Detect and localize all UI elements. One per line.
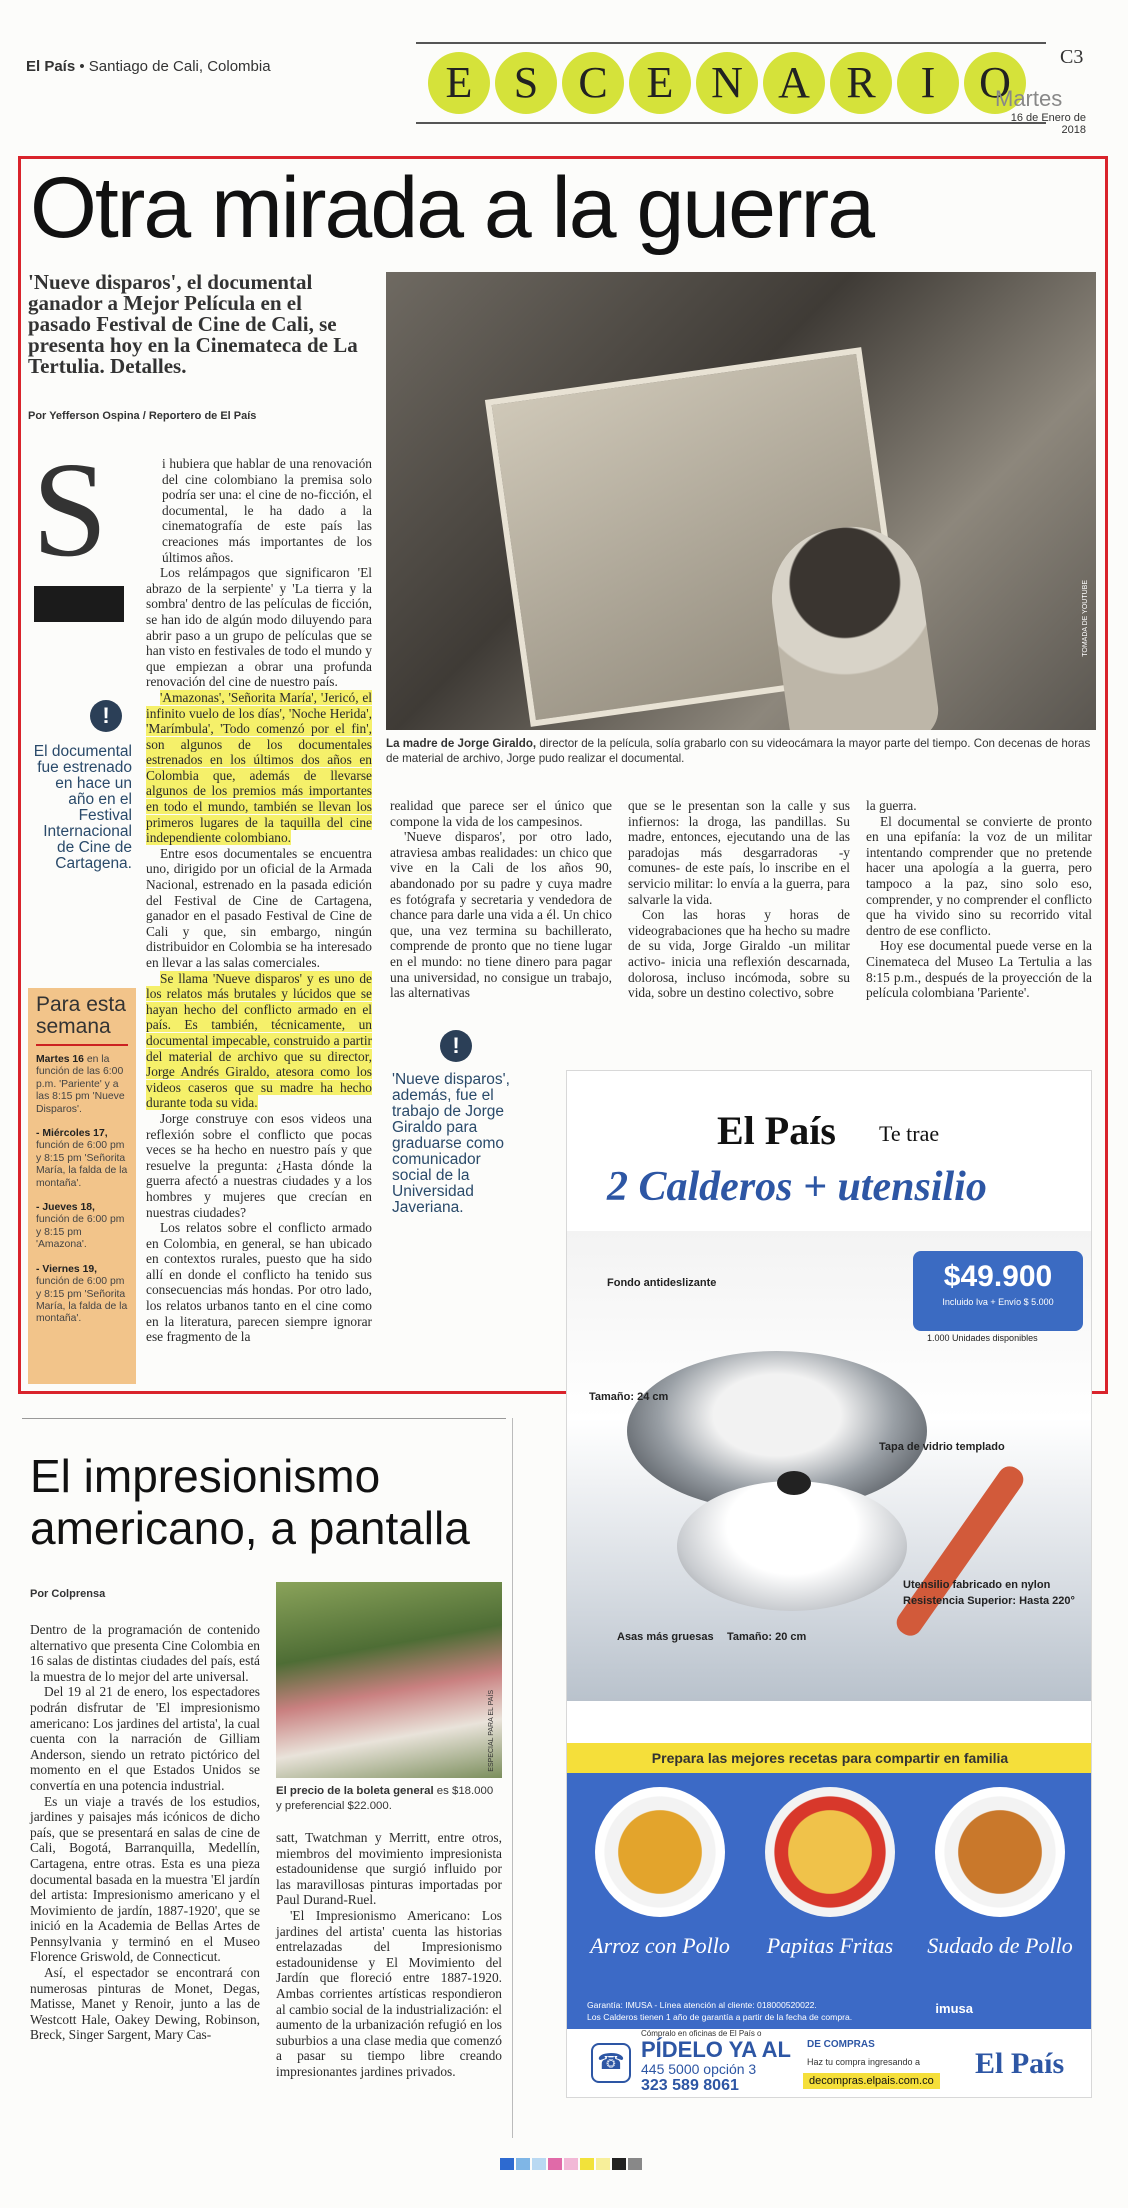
- paragraph: Los relatos sobre el conflicto armado en Colombia, en general, se han ubicado en contextos rurales, puesto que ha sido allí en donde el conflicto ha tenido sus consecuencias más hondas. Por otro lado, los relatos urbanos tanto en el cine como en la literatura, parecen siempre ignorar ese fragmento de la: [146, 1220, 372, 1345]
- page-number: C3: [1060, 46, 1084, 68]
- column-divider: [512, 1418, 513, 2138]
- weekday: Martes: [995, 86, 1063, 111]
- agenda-item: - Miércoles 17, función de 6:00 pm y 8:15 pm 'Señorita María, la falda de la montaña'.: [36, 1128, 128, 1189]
- side-quote: 'Nueve disparos', además, fue el trabajo de Jorge Giraldo para graduarse como comunicador social de la Universidad Javeriana.: [392, 1071, 510, 1216]
- side-quote: El documental fue estrenado en hace un año en el Festival Internacional de Cine de Cartagena.: [33, 743, 132, 872]
- exclamation-icon: !: [90, 700, 122, 732]
- decompras-logo: DE COMPRAS: [807, 2039, 875, 2050]
- dish-image: [595, 1787, 725, 1917]
- paragraph: Es un viaje a través de los estudios, jardines y paisajes más icónicos de dicho país, que se presentará en salas de cine de Cali, Bogotá, Barranquilla, Medellín, Cartagena, entre otras. Esta es una pieza documental basada en la muestra 'El jardín del artista: Impresionismo americano y el Movimiento de jardín, 1887-1920', que se inició en la Academia de Bellas Artes de Pennsylvania y terminó en el Museo Florence Griswold, de Connecticut.: [30, 1793, 260, 1965]
- article-column-3: [628, 798, 850, 1001]
- section-letter: A: [763, 52, 825, 114]
- color-swatch: [564, 2158, 578, 2170]
- color-swatch: [612, 2158, 626, 2170]
- photo-credit: ESPECIAL PARA EL PAÍS: [488, 1690, 495, 1772]
- agenda-item: Martes 16 en la función de las 6:00 p.m. 'Pariente' y a las 8:15 pm 'Nueve Disparos'.: [36, 1054, 125, 1115]
- feature-label: Tamaño: 20 cm: [727, 1631, 807, 1643]
- whatsapp-number[interactable]: 323 589 8061: [641, 2077, 739, 2094]
- ad-brand: El País: [717, 1108, 836, 1153]
- color-swatch: [580, 2158, 594, 2170]
- footer-logo: El País: [975, 2047, 1065, 2080]
- paragraph: Jorge construye con esos videos una reflexión sobre el conflicto que pocas veces se ha hecho en nuestro país y que resuelve la pregunta: ¿Hasta dónde la guerra afectó a nuestras ciudades y a los hombres y mujeres que crecían en nuestras ciudades?: [146, 1110, 372, 1220]
- paragraph: Del 19 al 21 de enero, los espectadores podrán disfrutar de 'El impresionismo americano: Los jardines del artista', la cual cuenta con la narración de Gilliam Anderson, siendo un retrato pictórico del momento en el que Estados Unidos se convertía en una potencia industrial.: [30, 1684, 260, 1793]
- color-swatch: [596, 2158, 610, 2170]
- painting-photo: [276, 1582, 502, 1778]
- section-letter: E: [629, 52, 691, 114]
- color-swatch: [628, 2158, 642, 2170]
- section-letter: E: [428, 52, 490, 114]
- paragraph: Hoy ese documental puede verse en la Cinemateca del Museo La Tertulia a las 8:15 p.m., después de la proyección de la película colombiana 'Pariente'.: [866, 938, 1092, 1001]
- lid-knob: [777, 1471, 811, 1495]
- price-badge: [913, 1251, 1083, 1331]
- drop-cap-bar: [34, 586, 124, 622]
- article2-column-2: [276, 1830, 502, 2080]
- color-swatch: [532, 2158, 546, 2170]
- paragraph: que se le presentan son la calle y sus infiernos: la droga, las pandillas. Su madre, entonces, ejecutando una de las paradojas más desgarradoras -y comunes- de este país, lo inscribe en el servicio militar: lo envía a la guerra, para salvarle la vida.: [628, 798, 850, 907]
- ad-trae: Te trae: [879, 1121, 940, 1146]
- paragraph: Entre esos documentales se encuentra uno, dirigido por un oficial de la Armada Nacional, estrenado en la pasada edición del Festival de Cine de Cartagena, ganador en el pasado Festival de Cine de Cali y que, sin embargo, ningún distribuidor en Colombia se ha interesado en llevar a las salas comerciales.: [146, 845, 372, 970]
- article-column-4: [866, 798, 1092, 1001]
- section-letter: C: [562, 52, 624, 114]
- photo-print: [485, 347, 907, 727]
- feature-label: Tamaño: 24 cm: [589, 1391, 669, 1403]
- dish-name: Arroz con Pollo: [590, 1933, 730, 1958]
- section-letter: I: [897, 52, 959, 114]
- spatula: [892, 1462, 1028, 1641]
- paragraph: la guerra.: [866, 798, 917, 813]
- ad-promo: 2 Calderos + utensilio: [607, 1164, 987, 1210]
- agenda-box: [28, 988, 136, 1384]
- paragraph: [146, 971, 372, 1111]
- agenda-title: Para esta semana: [36, 994, 128, 1046]
- feature-label: Fondo antideslizante: [607, 1277, 717, 1289]
- masthead: [26, 58, 271, 75]
- feature-label: Utensilio fabricado en nylon: [903, 1579, 1051, 1591]
- article-deck: 'Nueve disparos', el documental ganador a Mejor Película en el pasado Festival de Cine de Cali, se presenta hoy en la Cinemateca de La Tertulia. Detalles.: [28, 270, 358, 378]
- section-letter: S: [495, 52, 557, 114]
- article-column-1: [146, 456, 372, 1345]
- section-letter: R: [830, 52, 892, 114]
- divider: [22, 1418, 506, 1419]
- recipes-panel: [567, 1743, 1092, 1993]
- feature-label: Asas más gruesas: [617, 1631, 714, 1643]
- article-title: Otra mirada a la guerra: [30, 160, 874, 256]
- paper-name: El País: [26, 58, 76, 75]
- paragraph: satt, Twatchman y Merritt, entre otros, miembros del movimiento impresionista estadounidense que surgió influido por las maravillosas pinturas importadas por Paul Durand-Ruel.: [276, 1830, 502, 1908]
- price-note: Incluido Iva + Envío $ 5.000: [942, 1297, 1054, 1307]
- phone-icon: ☎: [591, 2043, 631, 2083]
- feature-label: Tapa de vidrio templado: [879, 1441, 1005, 1453]
- paragraph: Con las horas y horas de videograbaciones que ha hecho su madre de su vida, Jorge Giraldo -un militar activo- inicia una reflexión descarnada, dolorosa, incluso incómoda, sobre su vida, sobre un destino colectivo, sobre: [628, 907, 850, 1001]
- article2-column-1: [30, 1622, 260, 2043]
- drop-cap: S: [32, 435, 108, 585]
- units-note: 1.000 Unidades disponibles: [927, 1333, 1038, 1343]
- dish-name: Sudado de Pollo: [927, 1933, 1073, 1958]
- date: 16 de Enero de 2018: [1010, 112, 1086, 136]
- byline: Por Colprensa: [30, 1588, 106, 1600]
- section-letter: O: [964, 52, 1026, 114]
- photo-subject: [763, 518, 942, 730]
- paragraph: [146, 690, 372, 846]
- section-banner: [416, 42, 1046, 124]
- section-letter: N: [696, 52, 758, 114]
- paper-city: • Santiago de Cali, Colombia: [79, 58, 271, 75]
- imusa-logo: imusa: [935, 2001, 973, 2016]
- paragraph: 'Nueve disparos', por otro lado, atraviesa ambas realidades: un chico que vive en la Cali de los años 90, abandonado por su padre y cuya madre es fotógrafa y secretaria y vendedora de chance para darle una vida a él. Un chico que, una vez termina su bachillerato, comprende de pronto que no tiene lugar en el mundo: no tiene dinero para pagar una universidad, no consigue un trabajo, las alternativas: [390, 829, 612, 1001]
- paragraph: Dentro de la programación de contenido alternativo que presenta Cine Colombia en 16 salas de distintas ciudades del país, está la muestra de lo mejor del arte universal.: [30, 1622, 260, 1684]
- photo-caption: El precio de la boleta general es $18.000 y preferencial $22.000.: [276, 1785, 494, 1812]
- highlighted-text: 'Amazonas', 'Señorita María', 'Jericó, el infinito vuelo de los días', 'Noche Herida', 'Marímbula', 'Todo comenzó por el fin', son algunos de los documentales estrenados en los últimos dos años en Colombia que, además de llevarse algunos de los premios más importantes en todo el mundo, también se llevan los primeros lugares de la taquilla del cine independiente colombiano.: [146, 689, 372, 846]
- color-swatch: [516, 2158, 530, 2170]
- dish-image: [935, 1787, 1065, 1917]
- pidelo-text: PÍDELO YA AL: [641, 2037, 791, 2062]
- price: $49.900: [943, 1260, 1053, 1293]
- website-link[interactable]: decompras.elpais.com.co: [803, 2073, 940, 2089]
- article-photo: [386, 272, 1096, 730]
- paragraph: El documental se convierte de pronto en una epifanía: la voz de un militar intentando comprender que no pretende hacer una apología a la guerra, pero tampoco a la paz, sino solo eso, comprender, y no comprender el conflicto que ha vivido sino su recorrido vital dentro de ese conflicto.: [866, 813, 1092, 938]
- dish-image: [765, 1787, 895, 1917]
- agenda-item: - Jueves 18, función de 6:00 pm y 8:15 pm 'Amazona'.: [36, 1202, 125, 1251]
- paragraph: 'El Impresionismo Americano: Los jardines del artista' cuenta las historias entrelazadas del Impresionismo estadounidense y El Movimiento del Jardín que floreció entre 1887-1920. Ambas corrientes artísticas respondieron al cambio social de la industrialización: el aumento de la urbanización refugió en los suburbios a una clase media que comenzó a pasar su tiempo libre creando impresionantes jardines privados.: [276, 1907, 502, 2079]
- advertisement[interactable]: [566, 1070, 1092, 2098]
- byline: Por Yefferson Ospina / Reportero de El País: [28, 410, 257, 422]
- warranty-note: Garantía: IMUSA - Línea atención al cliente: 018000520022. Los Calderos tienen 1 año de garantía a partir de la fecha de compra. imusa: [567, 1993, 1092, 2029]
- caldero-small: [677, 1481, 907, 1611]
- article-column-2: [390, 798, 612, 1001]
- article2-title: El impresionismo americano, a pantalla: [30, 1450, 470, 1554]
- photo-credit: TOMADA DE YOUTUBE: [1082, 580, 1089, 657]
- paragraph: Así, el espectador se encontrará con numerosas pinturas de Monet, Degas, Matisse, Manet y Renoir, junto a las de Westcott Hale, Oakey Dewing, Robinson, Breck, Singer Sargent, Mary Cas-: [30, 1965, 260, 2043]
- compralo-text: Cómpralo en oficinas de El País o: [641, 2029, 762, 2038]
- paragraph: realidad que parece ser el único que compone la vida de los campesinos.: [390, 798, 612, 829]
- feature-label: Resistencia Superior: Hasta 220°: [903, 1595, 1075, 1607]
- haz-text: Haz tu compra ingresando a: [807, 2057, 921, 2067]
- color-swatch: [500, 2158, 514, 2170]
- color-swatch: [548, 2158, 562, 2170]
- recipes-heading: Prepara las mejores recetas para compartir en familia: [567, 1743, 1092, 1773]
- paragraph: Los relámpagos que significaron 'El abrazo de la serpiente' y 'La tierra y la sombra' dentro de las películas de ficción, se han ido de algún modo diluyendo para abrir paso a un grupo de películas que se han visto en festivales de todo el mundo y que empiezan a obrar una profunda renovación del cine de nuestro país.: [146, 565, 372, 690]
- ad-footer: [567, 2029, 1092, 2098]
- agenda-item: - Viernes 19, función de 6:00 pm y 8:15 pm 'Señorita María, la falda de la montaña'.: [36, 1263, 128, 1325]
- highlighted-text: Se llama 'Nueve disparos' y es uno de los relatos más brutales y lúcidos que se hayan hecho del conflicto armado en el país. Es también, técnicamente, un documental impecable, construido a partir del material de archivo que su director, Jorge Andrés Giraldo, atesora como los videos caseros que su madre ha hecho durante toda su vida.: [146, 970, 372, 1111]
- phone-number[interactable]: 445 5000 opción 3: [641, 2061, 757, 2077]
- paragraph: i hubiera que hablar de una renovación del cine colombiano la premisa solo podría ser una: el cine de no-ficción, el documental, le ha dado a la cinematografía de este país las creaciones más importantes de los últimos años.: [162, 456, 372, 565]
- photo-caption: La madre de Jorge Giraldo, director de la película, solía grabarlo con su videocámara la mayor parte del tiempo. Con decenas de horas de material de archivo, Jorge pudo realizar el documental.: [386, 737, 1091, 765]
- exclamation-icon: !: [440, 1030, 472, 1062]
- dish-name: Papitas Fritas: [766, 1933, 894, 1958]
